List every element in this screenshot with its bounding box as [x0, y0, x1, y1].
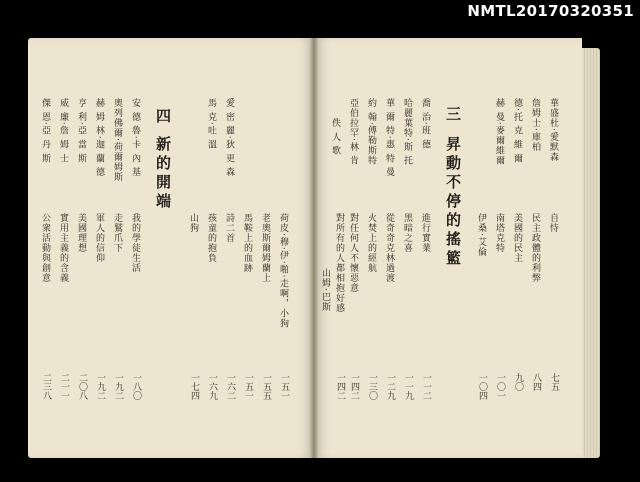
lp-page-3: 一五一 — [243, 373, 253, 400]
lp-title-5: 孩童的抱負 — [206, 213, 216, 263]
rp2-author-3: 華 爾 特‧惠 特 曼 — [384, 98, 394, 178]
lp2-title-2: 走鷲爪下 — [112, 213, 122, 253]
lp-page-6: 一七四 — [189, 373, 199, 400]
lp2-author-3: 赫 姆 林‧迦 蘭 德 — [94, 98, 104, 178]
rp-author-3: 德‧托 克 維 爾 — [512, 98, 522, 164]
chapter-3-number: 三 — [444, 106, 462, 125]
lp2-title-3: 軍人的信仰 — [94, 213, 104, 263]
chapter-4-title: 新的開端 — [154, 136, 172, 212]
rp2-page-1: 一一二 — [421, 373, 431, 400]
lp2-page-2: 一九二 — [113, 373, 123, 400]
lp-page-2: 一五五 — [261, 373, 271, 400]
lp2-author-5: 威 廉‧詹 姆 士 — [58, 98, 68, 164]
archive-id-label: NMTL20170320351 — [467, 2, 634, 20]
chapter-3-title: 昇動不停的搖籃 — [444, 136, 462, 269]
lp2-title-1: 我的學徒生活 — [130, 213, 140, 273]
rp2-title-2: 黑暗之喜 — [402, 213, 412, 253]
rp2-page-4: 一三〇 — [367, 373, 377, 400]
lp-author-4: 愛 密 麗‧狄 更 森 — [224, 98, 234, 178]
lp2-page-6: 二三八 — [41, 373, 51, 400]
lp-title-4: 詩二首 — [224, 213, 234, 243]
lp2-page-3: 一九二 — [95, 373, 105, 400]
page-edges — [582, 48, 600, 458]
rp-page-1: 七五 — [549, 373, 559, 391]
lp2-author-4: 亨 利‧亞 當 斯 — [76, 98, 86, 164]
rp2-author-5: 亞伯拉罕‧林 肯 — [348, 98, 358, 166]
rp-author-1: 華盛杜‧愛默森 — [548, 98, 558, 162]
lp2-page-5: 二一一 — [59, 373, 69, 400]
rp-page-2: 八四 — [531, 373, 541, 391]
lp2-title-4: 美國理想 — [76, 213, 86, 253]
lp2-author-6: 傑 恩‧亞 丹 斯 — [40, 98, 50, 164]
rp2-title-5: 對任何人不懷惡意 — [348, 213, 358, 293]
lp2-page-1: 一八〇 — [131, 373, 141, 400]
rp2-page-6: 一四二 — [335, 373, 345, 400]
rp2-page-2: 一一九 — [403, 373, 413, 400]
rp2-title-1: 進行實業 — [420, 213, 430, 253]
rp-page-4: 一〇一 — [495, 373, 505, 400]
rp-page-5: 一〇四 — [477, 373, 487, 400]
rp-title-3: 美國的民主 — [512, 213, 522, 263]
rp-title-4: 南塔克特 — [494, 213, 504, 253]
lp2-title-5: 實用主義的含義 — [58, 213, 68, 283]
lp-title-1: 荷皮‧穆‧伊‧啪‧走啊，小狗 — [278, 213, 288, 329]
rp2-author-4: 約 翰‧傅勒斯特 — [366, 98, 376, 166]
lp2-author-2: 奧列佛爾‧荷爾姆斯 — [112, 98, 122, 182]
lp-title-2: 老奧斯爾姆蘭上 — [260, 213, 270, 283]
lp2-author-1: 安 德 魯‧卡 內 基 — [130, 98, 140, 178]
rp2-page-3: 一二九 — [385, 373, 395, 400]
rp-author-4: 赫 曼‧麥爾維爾 — [494, 98, 504, 166]
lp2-page-4: 二〇八 — [77, 373, 87, 400]
lp-page-5: 一六九 — [207, 373, 217, 400]
rp2-author-1: 喬 治‧班 德 — [420, 98, 430, 150]
lp-title-3: 馬鞍上的血跡 — [242, 213, 252, 273]
rp2-title-3: 從奇奇克林過渡 — [384, 213, 394, 283]
rp-title-2: 民主政體的利弊 — [530, 213, 540, 283]
rp2-page-5: 一四二 — [349, 373, 359, 400]
rp2-title-4: 火焚上的經航 — [366, 213, 376, 273]
chapter-4-number: 四 — [154, 108, 172, 127]
lp-page-4: 一六二 — [225, 373, 235, 400]
lp-title-6: 山狗 — [188, 213, 198, 233]
lp2-title-6: 公衆活動與創意 — [40, 213, 50, 283]
book-gutter — [310, 38, 318, 458]
rp-title-1: 自恃 — [548, 213, 558, 233]
rp-title-5: 伊桑‧艾倫 — [476, 213, 486, 257]
rp2-author-2: 哈麗葉特‧斯 托 — [402, 98, 412, 166]
lp-page-1: 一五一 — [279, 373, 289, 400]
lp-author-5: 馬 克‧吐 溫 — [206, 98, 216, 150]
rp-page-3: 九〇 — [513, 373, 523, 391]
rp2-title-6: 對所有的人都相抱好感 — [334, 213, 344, 313]
rp-author-2: 詹姆士‧庫柏 — [530, 98, 540, 152]
anonymous-songs-label: 佚 人 歌 — [330, 118, 340, 156]
open-book — [28, 38, 608, 466]
rp2-title-7: 山姆‧巴斯 — [320, 268, 330, 312]
